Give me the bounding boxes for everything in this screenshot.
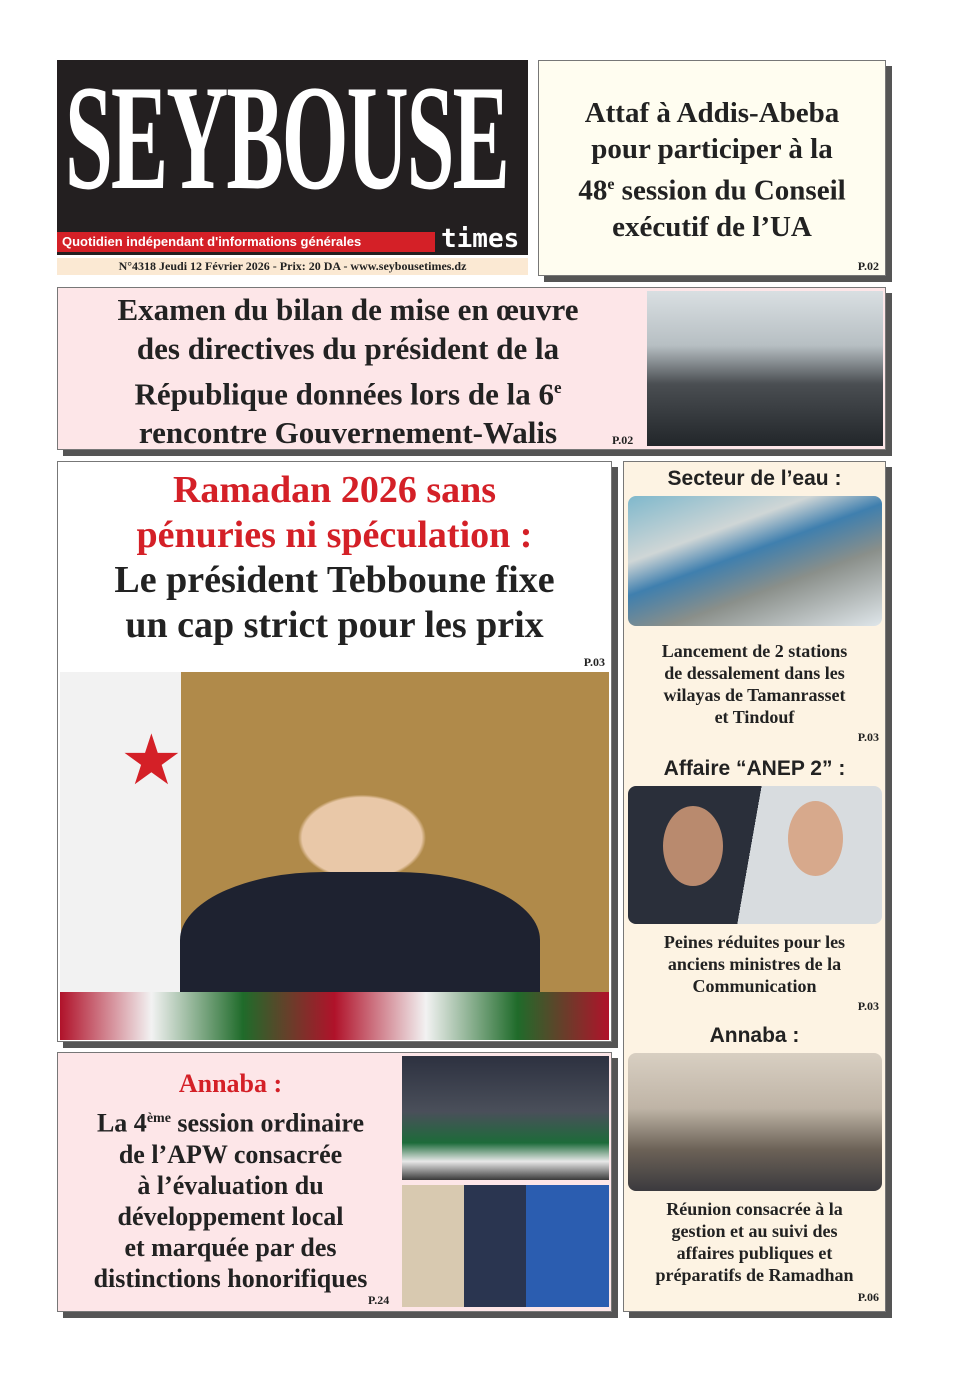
- story-examen[interactable]: [57, 287, 886, 450]
- kicker: Annaba :: [178, 1069, 283, 1098]
- ministers-photo: [628, 786, 882, 924]
- headline: Attaf à Addis-Abeba pour participer à la 48e session du Conseil exécutif de l’UA: [578, 97, 846, 243]
- desalination-photo: [628, 496, 882, 626]
- story-attaf[interactable]: [538, 60, 886, 276]
- logo: SEYBOUSE: [65, 53, 508, 222]
- summary: Lancement de 2 stations de dessalement dans les wilayas de Tamanrasset et Tindouf: [661, 641, 848, 727]
- summary: Réunion consacrée à la gestion et au suivi des affaires publiques et préparatifs de Ramadhan: [655, 1199, 854, 1285]
- headline: Examen du bilan de mise en œuvre des directives du président de la République données lors de la 6e rencontre Gouvernement-Walis: [117, 292, 579, 451]
- kicker: Annaba :: [709, 1024, 800, 1047]
- page-ref: P.03: [857, 999, 879, 1013]
- reunion-photo: [628, 1053, 882, 1191]
- page-ref: P.02: [857, 259, 879, 273]
- headline: La 4ème session ordinaire de l’APW consacrée à l’évaluation du développement local et marquée par des distinctions honorifiques: [93, 1108, 368, 1293]
- kicker: Secteur de l’eau :: [667, 467, 842, 490]
- masthead: [57, 53, 528, 255]
- apw-session-photo: [402, 1056, 609, 1180]
- page-ref: P.03: [857, 730, 879, 744]
- distinctions-photo: [402, 1185, 609, 1307]
- right-column: [623, 461, 886, 1312]
- page-ref: P.24: [368, 1293, 390, 1307]
- president-photo: ★: [60, 672, 609, 1040]
- logo-suffix: times: [441, 224, 520, 254]
- issue-line: N°4318 Jeudi 12 Février 2026 - Prix: 20 DA - www.seybousetimes.dz: [57, 258, 528, 275]
- page-ref: P.02: [612, 433, 634, 447]
- page-ref: P.06: [857, 1290, 879, 1304]
- page-ref: P.03: [583, 655, 605, 669]
- tagline: Quotidien indépendant d'informations générales: [57, 232, 435, 252]
- headline-red: Ramadan 2026 sans pénuries ni spéculation :: [136, 469, 533, 556]
- headline: Le président Tebboune fixe un cap strict pour les prix: [114, 559, 555, 646]
- kicker: Affaire “ANEP 2” :: [663, 757, 846, 780]
- summary: Peines réduites pour les anciens ministres de la Communication: [663, 932, 846, 996]
- story-annaba-apw[interactable]: [57, 1052, 612, 1312]
- meeting-photo: [647, 291, 883, 446]
- story-ramadan[interactable]: [57, 461, 612, 1042]
